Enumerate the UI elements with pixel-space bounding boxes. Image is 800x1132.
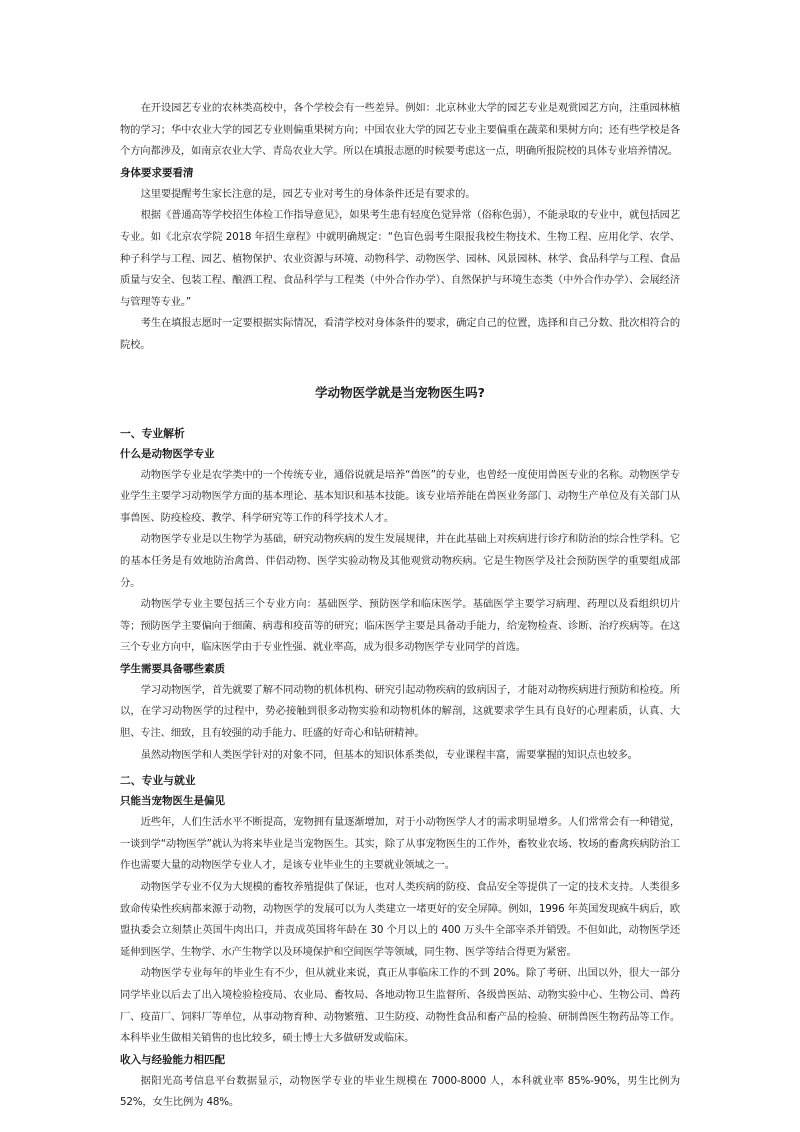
intro-paragraph-4: 考生在填报志愿时一定要根据实际情况，看清学校对身体条件的要求，确定自己的位置，选择和自己分数、批次相符合的院校。 [120,317,680,351]
document-page [120,98,680,1114]
intro-paragraph-3: 根据《普通高等学校招生体检工作指导意见》，如果考生患有轻度色觉异常（俗称色弱），不能录取的专业中，就包括园艺专业。如《北京农学院 2018 年招生章程》中就明确规定：“色盲色弱考生限报我校生物技术、生物工程、应用化学、农学、种子科学与工程、园艺、植物保护、农业资源与环境、动物科学、动物医学、园林、风景园林、林学、食品科学与工程、食品质量与安全、包装工程、酿酒工程、食品科学与工程类（中外合作办学）、自然保护与环境生态类（中外合作办学）、会展经济与管理等专业。” [120,209,680,308]
intro-subheading: 身体要求要看清 [120,166,194,179]
s2-paragraph-1: 近些年，人们生活水平不断提高，宠物拥有量逐渐增加，对于小动物医学人才的需求明显增多。人们常常会有一种错觉，一谈到学“动物医学”就认为将来毕业是当宠物医生。其实，除了从事宠物医生的工作外，畜牧业农场、牧场的畜禽疾病防治工作也需要大量的动物医学专业人才，是该专业毕业生的主要就业领域之一。 [120,816,680,872]
s1-paragraph-2: 动物医学专业是以生物学为基础，研究动物疾病的发生发展规律，并在此基础上对疾病进行诊疗和防治的综合性学科。它的基本任务是有效地防治禽兽、伴侣动物、医学实验动物及其他观赏动物疾病。它是生物医学及社会预防医学的重要组成部分。 [120,533,680,589]
s1-paragraph-4: 学习动物医学，首先就要了解不同动物的机体机构、研究引起动物疾病的致病因子，才能对动物疾病进行预防和检疫。所以，在学习动物医学的过程中，势必接触到很多动物实验和动物机体的解剖，这就要求学生具有良好的心理素质，认真、大胆、专注、细致，且有较强的动手能力、旺盛的好奇心和钻研精神。 [120,683,680,740]
s2-paragraph-3: 动物医学专业每年的毕业生有不少，但从就业来说，真正从事临床工作的不到 20%。除了考研、出国以外，很大一部分同学毕业以后去了出入境检验检疫局、农业局、畜牧局、各地动物卫生监督所、各级兽医站、动物实验中心、生物公司、兽药厂、疫苗厂、饲料厂等单位，从事动物育种、动物繁殖、卫生防疫、动物性食品和畜产品的检验、研制兽医生物药品等工作。本科毕业生做相关销售的也比较多，硕士博士大多做研发或临床。 [120,967,680,1045]
s1-paragraph-1: 动物医学专业是农学类中的一个传统专业，通俗说就是培养“兽医”的专业，也曾经一度使用兽医专业的名称。动物医学专业学生主要学习动物医学方面的基本理论、基本知识和基本技能。该专业培养能在兽医业务部门、动物生产单位及有关部门从事兽医、防疫检疫、教学、科学研究等工作的科学技术人才。 [120,468,680,524]
subheading-student-qualities: 学生需要具备哪些素质 [120,662,225,675]
article-title: 学动物医学就是当宠物医生吗? [315,384,485,400]
s2-paragraph-2: 动物医学专业不仅为大规模的畜牧养殖提供了保证，也对人类疾病的防疫、食品安全等提供了一定的技术支持。人类很多致命传染性疾病都来源于动物，动物医学的发展可以为人类建立一堵更好的安全屏障。例如，1996 年英国发现疯牛病后，欧盟执委会立刻禁止英国牛肉出口，并责成英国将年龄在 30 个月以上的 400 万头牛全部宰杀并销毁。不但如此，动物医学还延伸到医学、生物学、水产生物学以及环境保护和空间医学等领域，同生物、医学等结合得更为紧密。 [120,881,680,958]
section-heading-2: 二、专业与就业 [120,774,196,788]
subheading-income: 收入与经验能力相匹配 [120,1053,225,1066]
s1-paragraph-3: 动物医学专业主要包括三个专业方向：基础医学、预防医学和临床医学。基础医学主要学习病理、药理以及看组织切片等；预防医学主要偏向于细菌、病毒和疫苗等的研究；临床医学主要是具备动手能力，给宠物检查、诊断、治疗疾病等。在这三个专业方向中，临床医学由于专业性强、就业率高，成为很多动物医学专业同学的首选。 [120,598,680,654]
subheading-pet-doctor-bias: 只能当宠物医生是偏见 [120,795,225,808]
subheading-what-is-major: 什么是动物医学专业 [120,447,215,460]
intro-paragraph-2: 这里要提醒考生家长注意的是，园艺专业对考生的身体条件还是有要求的。 [140,187,476,200]
s1-paragraph-5: 虽然动物医学和人类医学针对的对象不同，但基本的知识体系类似，专业课程丰富，需要掌握的知识点也较多。 [140,748,638,761]
section-heading-1: 一、专业解析 [120,426,185,440]
s2-paragraph-4: 据阳光高考信息平台数据显示，动物医学专业的毕业生规模在 7000-8000 人，本科就业率 85%-90%，男生比例为 52%，女生比例为 48%。 [120,1074,680,1109]
intro-paragraph-1: 在开设园艺专业的农林类高校中，各个学校会有一些差异。例如：北京林业大学的园艺专业是观赏园艺方向，注重园林植物的学习；华中农业大学的园艺专业则偏重果树方向；中国农业大学的园艺专业主要偏重在蔬菜和果树方向；还有些学校是各个方向都涉及，如南京农业大学、青岛农业大学。所以在填报志愿的时候要考虑这一点，明确所报院校的具体专业培养情况。 [120,102,680,158]
